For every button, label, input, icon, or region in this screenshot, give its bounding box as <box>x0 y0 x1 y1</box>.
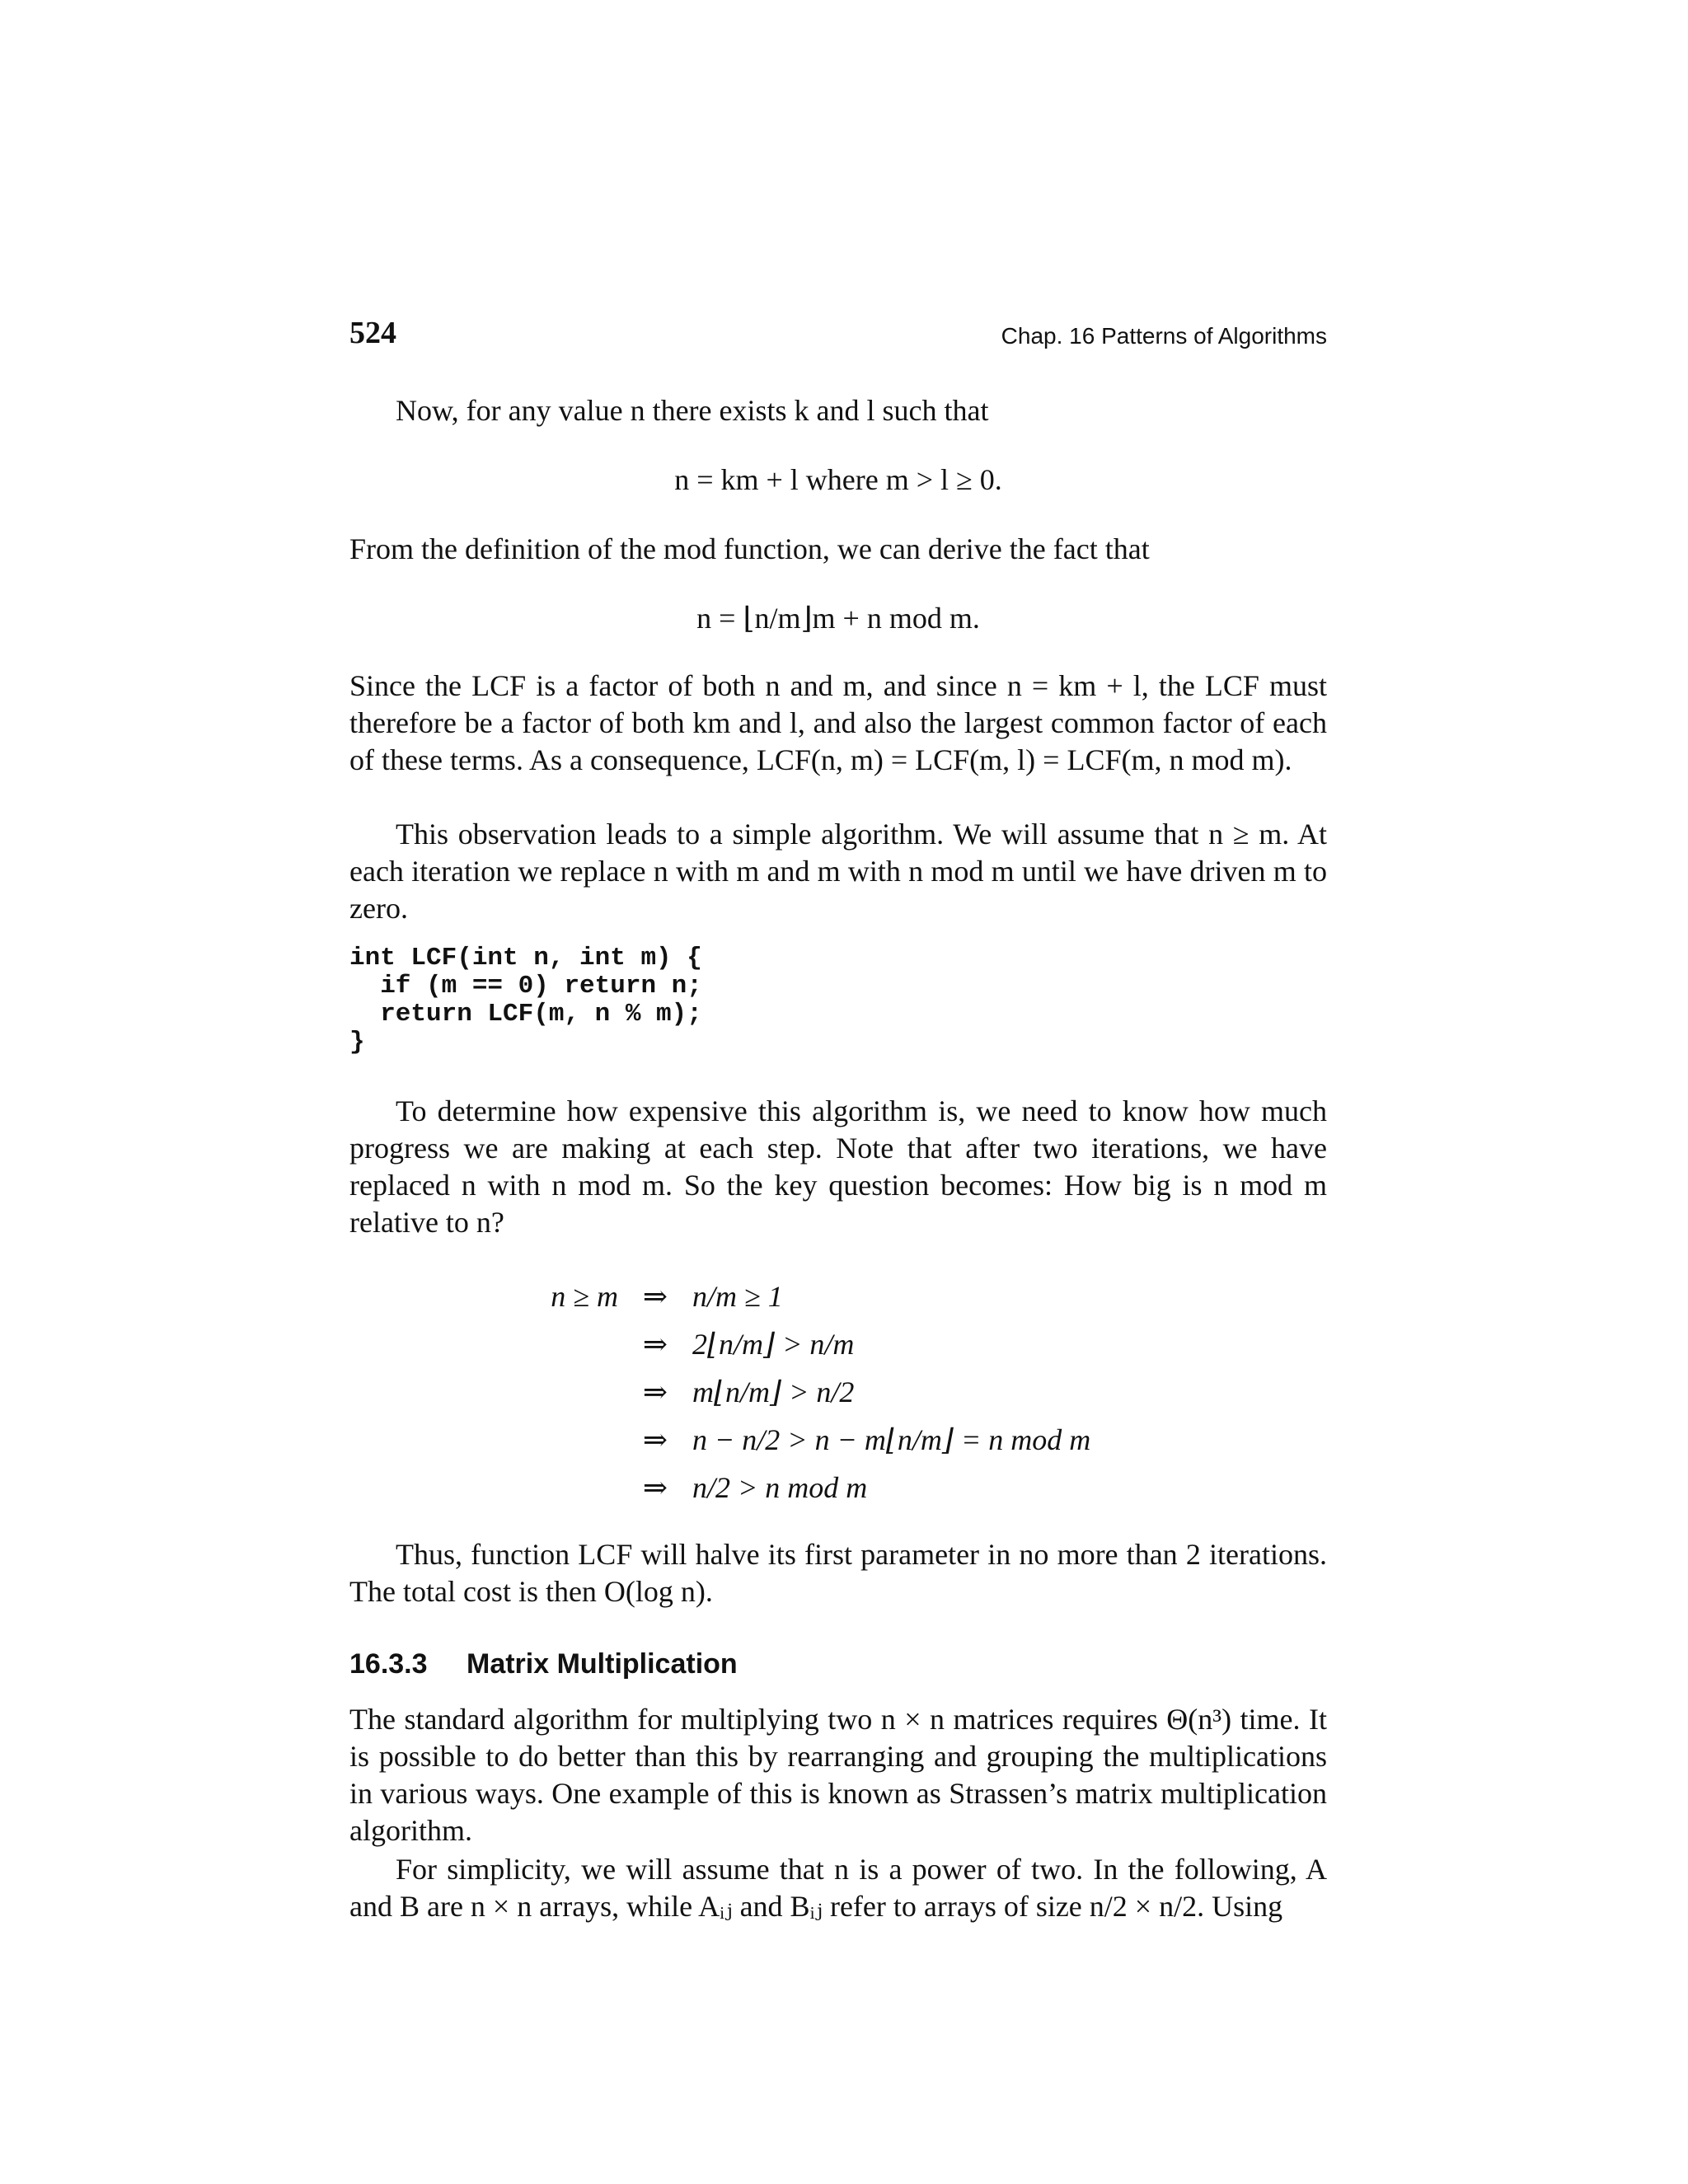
section-title: Matrix Multiplication <box>467 1648 738 1680</box>
paragraph-algorithm: This observation leads to a simple algorithm. We will assume that n ≥ m. At each iteration we replace n with m and m with n mod m until we have driven m to zero. <box>349 818 1327 925</box>
running-header: Chap. 16 Patterns of Algorithms <box>1001 323 1327 349</box>
derivation-row <box>495 1320 1090 1368</box>
derivation-row <box>495 1368 1090 1416</box>
paragraph-intro: Now, for any value n there exists k and l such that <box>396 394 989 427</box>
paragraph-strassen-setup: For simplicity, we will assume that n is a power of two. In the following, A and B are n × n arrays, while Aᵢⱼ and Bᵢⱼ refer to arrays of size n/2 × n/2. Using <box>349 1853 1327 1923</box>
paragraph-matrix-intro: The standard algorithm for multiplying two n × n matrices requires Θ(n³) time. It is possible to do better than this by rearranging and grouping the multiplications in various ways. One example of this is known as Strassen’s matrix multiplication algorithm. <box>349 1703 1327 1847</box>
paragraph-lcf-factor: Since the LCF is a factor of both n and m, and since n = km + l, the LCF must therefore be a factor of both km and l, and also the largest common factor of each of these terms. As a consequence, LCF(n, m) = LCF(m, l) = LCF(m, n mod m). <box>349 669 1327 776</box>
derivation-block <box>495 1272 1090 1511</box>
derivation-lhs <box>495 1320 618 1368</box>
implies-symbol: ⇒ <box>642 1423 668 1456</box>
paragraph-mod-definition: From the definition of the mod function, we can derive the fact that <box>349 532 1150 565</box>
equation-floor-mod: n = ⌊n/m⌋m + n mod m. <box>696 602 980 635</box>
derivation-rhs: 2⌊n/m⌋ > n/m <box>692 1328 855 1361</box>
derivation-lhs <box>495 1416 618 1464</box>
derivation-lhs: n ≥ m <box>551 1280 618 1313</box>
paragraph-cost-analysis: To determine how expensive this algorithm is, we need to know how much progress we are making at each step. Note that after two iterations, we have replaced n with n mod m. So the key question becomes: How big is n mod m relative to n? <box>349 1094 1327 1239</box>
implies-symbol: ⇒ <box>642 1328 668 1361</box>
derivation-rhs: m⌊n/m⌋ > n/2 <box>692 1376 855 1408</box>
derivation-rhs: n/2 > n mod m <box>692 1471 868 1504</box>
implies-symbol: ⇒ <box>642 1376 668 1408</box>
paragraph-conclusion: Thus, function LCF will halve its first parameter in no more than 2 iterations. The total cost is then O(log n). <box>349 1538 1327 1608</box>
code-listing-lcf: int LCF(int n, int m) { if (m == 0) return n; return LCF(m, n % m); } <box>349 944 702 1057</box>
derivation-rhs: n/m ≥ 1 <box>692 1280 783 1313</box>
section-heading <box>349 1647 738 1681</box>
derivation-lhs <box>495 1464 618 1511</box>
derivation-rhs: n − n/2 > n − m⌊n/m⌋ = n mod m <box>692 1423 1091 1456</box>
implies-symbol: ⇒ <box>642 1280 668 1313</box>
derivation-row <box>495 1416 1090 1464</box>
derivation-row <box>495 1464 1090 1511</box>
page-number: 524 <box>349 316 396 350</box>
derivation-row <box>495 1272 1090 1320</box>
section-number: 16.3.3 <box>349 1648 428 1680</box>
equation-km-plus-l: n = km + l where m > l ≥ 0. <box>674 463 1002 496</box>
implies-symbol: ⇒ <box>642 1471 668 1504</box>
derivation-lhs <box>495 1368 618 1416</box>
